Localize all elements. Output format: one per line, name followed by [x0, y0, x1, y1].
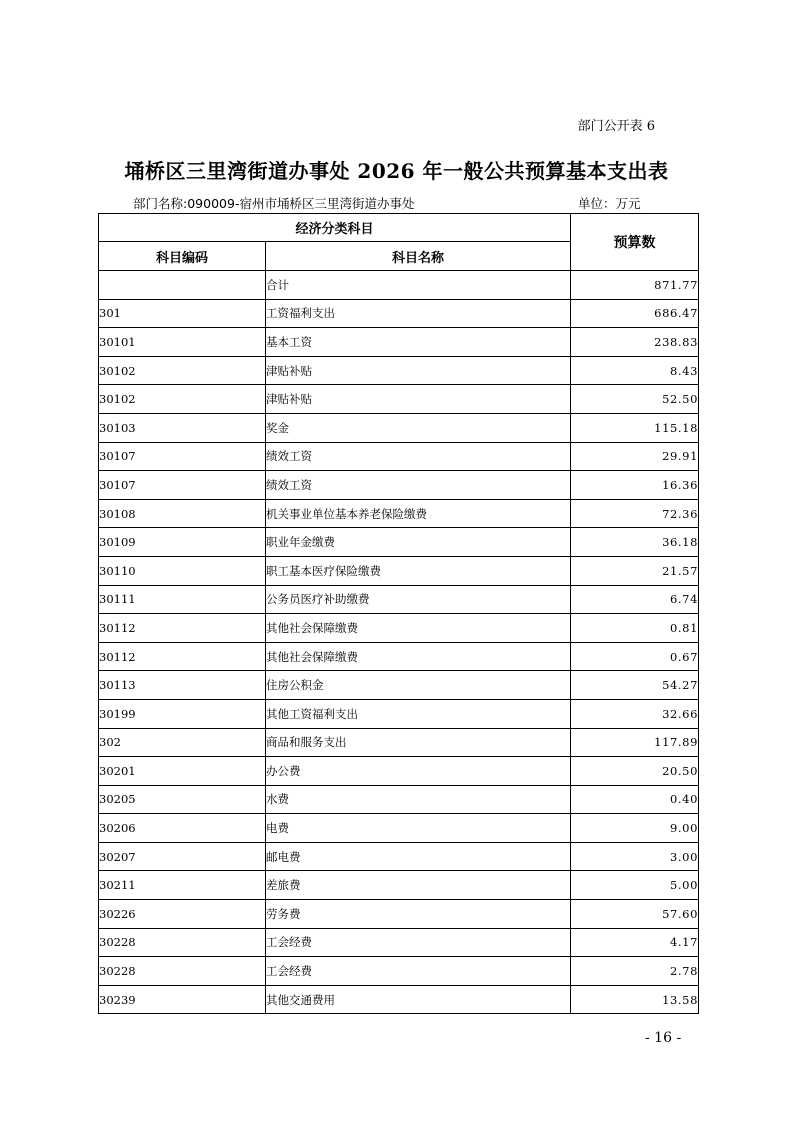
table-row	[99, 900, 699, 929]
subject-code-cell: 30201	[99, 757, 266, 786]
subject-code-cell: 30207	[99, 842, 266, 871]
budget-amount-cell: 32.66	[571, 699, 699, 728]
subject-code-cell: 30226	[99, 900, 266, 929]
budget-amount-cell: 52.50	[571, 385, 699, 414]
budget-amount-cell: 6.74	[571, 585, 699, 614]
table-row	[99, 757, 699, 786]
table-row	[99, 842, 699, 871]
budget-amount-cell: 29.91	[571, 442, 699, 471]
budget-amount-cell: 0.81	[571, 614, 699, 643]
budget-amount-header: 预算数	[571, 214, 699, 271]
table-row	[99, 528, 699, 557]
subject-code-cell: 30109	[99, 528, 266, 557]
table-row	[99, 985, 699, 1014]
table-row	[99, 728, 699, 757]
subject-name-cell: 职工基本医疗保险缴费	[266, 556, 571, 585]
subject-name-cell: 差旅费	[266, 871, 571, 900]
budget-amount-cell: 871.77	[571, 271, 699, 300]
subject-code-cell	[99, 271, 266, 300]
budget-amount-cell: 36.18	[571, 528, 699, 557]
budget-amount-cell: 0.40	[571, 785, 699, 814]
subject-name-cell: 职业年金缴费	[266, 528, 571, 557]
subject-name-cell: 奖金	[266, 413, 571, 442]
subject-code-cell: 30206	[99, 814, 266, 843]
budget-table	[98, 213, 699, 1014]
subject-name-cell: 工资福利支出	[266, 299, 571, 328]
subject-name-cell: 津贴补贴	[266, 356, 571, 385]
table-body	[99, 271, 699, 1014]
table-row	[99, 385, 699, 414]
table-row	[99, 299, 699, 328]
subject-code-cell: 30112	[99, 614, 266, 643]
subject-code-cell: 30110	[99, 556, 266, 585]
table-row	[99, 442, 699, 471]
budget-amount-cell: 2.78	[571, 957, 699, 986]
table-row	[99, 356, 699, 385]
subject-name-cell: 基本工资	[266, 328, 571, 357]
table-row	[99, 471, 699, 500]
subject-code-cell: 30102	[99, 385, 266, 414]
table-row	[99, 814, 699, 843]
table-row	[99, 585, 699, 614]
subject-code-cell: 30103	[99, 413, 266, 442]
budget-amount-cell: 57.60	[571, 900, 699, 929]
budget-amount-cell: 686.47	[571, 299, 699, 328]
department-name: 部门名称:090009-宿州市埇桥区三里湾街道办事处	[133, 196, 415, 211]
unit-label: 单位：万元	[578, 196, 641, 211]
budget-amount-cell: 0.67	[571, 642, 699, 671]
table-row	[99, 642, 699, 671]
table-row	[99, 671, 699, 700]
table-row	[99, 556, 699, 585]
subject-code-cell: 30228	[99, 928, 266, 957]
budget-amount-cell: 117.89	[571, 728, 699, 757]
subject-name-cell: 绩效工资	[266, 471, 571, 500]
budget-amount-cell: 5.00	[571, 871, 699, 900]
budget-amount-cell: 115.18	[571, 413, 699, 442]
subject-name-cell: 其他社会保障缴费	[266, 614, 571, 643]
subject-name-cell: 机关事业单位基本养老保险缴费	[266, 499, 571, 528]
subject-code-cell: 30205	[99, 785, 266, 814]
subject-code-cell: 30107	[99, 471, 266, 500]
subject-code-cell: 30199	[99, 699, 266, 728]
budget-amount-cell: 21.57	[571, 556, 699, 585]
subject-name-header: 科目名称	[266, 242, 571, 271]
budget-amount-cell: 9.00	[571, 814, 699, 843]
subject-name-cell: 公务员医疗补助缴费	[266, 585, 571, 614]
table-row	[99, 871, 699, 900]
budget-amount-cell: 4.17	[571, 928, 699, 957]
budget-amount-cell: 72.36	[571, 499, 699, 528]
subject-code-cell: 30111	[99, 585, 266, 614]
table-row	[99, 271, 699, 300]
subject-name-cell: 其他社会保障缴费	[266, 642, 571, 671]
subject-name-cell: 商品和服务支出	[266, 728, 571, 757]
table-row	[99, 699, 699, 728]
subject-code-cell: 30211	[99, 871, 266, 900]
subject-code-cell: 30113	[99, 671, 266, 700]
subject-code-cell: 30228	[99, 957, 266, 986]
document-title: 埇桥区三里湾街道办事处 2026 年一般公共预算基本支出表	[124, 159, 669, 183]
subject-code-cell: 30107	[99, 442, 266, 471]
table-row	[99, 785, 699, 814]
subject-name-cell: 电费	[266, 814, 571, 843]
table-row	[99, 499, 699, 528]
subject-name-cell: 其他交通费用	[266, 985, 571, 1014]
budget-amount-cell: 20.50	[571, 757, 699, 786]
table-row	[99, 614, 699, 643]
table-row	[99, 928, 699, 957]
budget-amount-cell: 3.00	[571, 842, 699, 871]
subject-name-cell: 其他工资福利支出	[266, 699, 571, 728]
budget-amount-cell: 238.83	[571, 328, 699, 357]
budget-amount-cell: 54.27	[571, 671, 699, 700]
budget-amount-cell: 16.36	[571, 471, 699, 500]
subject-code-cell: 30108	[99, 499, 266, 528]
subject-name-cell: 津贴补贴	[266, 385, 571, 414]
budget-amount-cell: 13.58	[571, 985, 699, 1014]
subject-name-cell: 办公费	[266, 757, 571, 786]
budget-amount-cell: 8.43	[571, 356, 699, 385]
table-row	[99, 328, 699, 357]
subject-name-cell: 合计	[266, 271, 571, 300]
subject-code-cell: 30112	[99, 642, 266, 671]
subject-code-cell: 30239	[99, 985, 266, 1014]
subject-code-cell: 301	[99, 299, 266, 328]
page-number: - 16 -	[645, 1030, 682, 1046]
subject-name-cell: 绩效工资	[266, 442, 571, 471]
table-id-label: 部门公开表 6	[577, 119, 655, 134]
subject-name-cell: 工会经费	[266, 928, 571, 957]
subject-name-cell: 工会经费	[266, 957, 571, 986]
table-row	[99, 957, 699, 986]
table-row	[99, 413, 699, 442]
subject-code-cell: 30102	[99, 356, 266, 385]
subject-name-cell: 住房公积金	[266, 671, 571, 700]
subject-name-cell: 水费	[266, 785, 571, 814]
subject-code-header: 科目编码	[99, 242, 266, 271]
economic-classification-header: 经济分类科目	[99, 214, 571, 242]
subject-name-cell: 邮电费	[266, 842, 571, 871]
subject-code-cell: 302	[99, 728, 266, 757]
subject-name-cell: 劳务费	[266, 900, 571, 929]
subject-code-cell: 30101	[99, 328, 266, 357]
